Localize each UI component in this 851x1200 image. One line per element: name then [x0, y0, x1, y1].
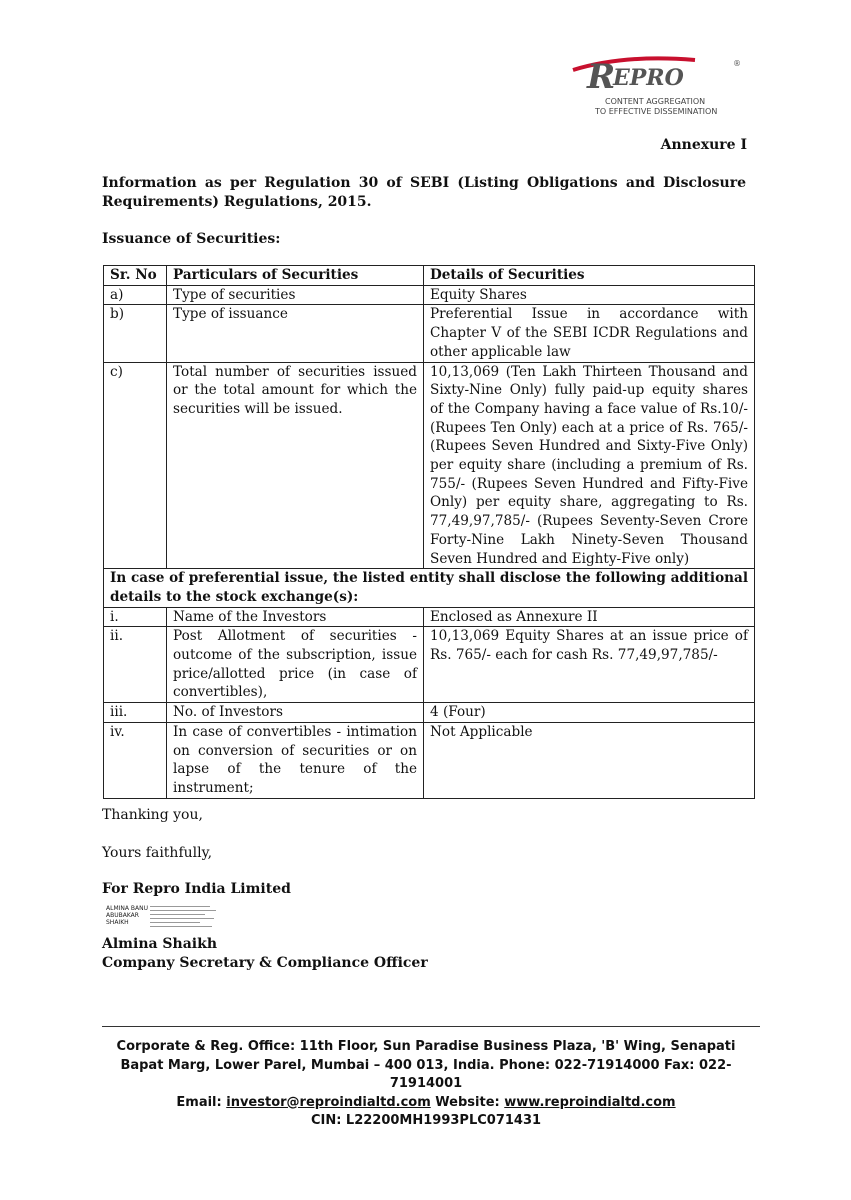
table-header-row: [104, 266, 755, 286]
row-detail: 4 (Four): [424, 703, 755, 723]
row-sr: ii.: [104, 627, 167, 703]
signatory-name: Almina Shaikh: [102, 936, 217, 952]
signatory-designation: Company Secretary & Compliance Officer: [102, 955, 428, 971]
digital-signature: [102, 902, 220, 934]
footer-divider: [102, 1026, 760, 1027]
row-particular: Type of issuance: [167, 305, 424, 362]
closing-thanks: Thanking you,: [102, 807, 203, 823]
annexure-label: Annexure I: [660, 137, 747, 153]
row-sr: b): [104, 305, 167, 362]
header-details: Details of Securities: [424, 266, 755, 286]
table-row: [104, 607, 755, 627]
row-particular: Type of securities: [167, 285, 424, 305]
logo-tagline-2: TO EFFECTIVE DISSEMINATION: [595, 107, 718, 116]
footer-address: Corporate & Reg. Office: 11th Floor, Sun Paradise Business Plaza, 'B' Wing, Senapati Bapat Marg, Lower Parel, Mumbai – 400 013, India. Phone: 022-71914000 Fax: 022-71914001: [116, 1039, 736, 1091]
table-row: [104, 627, 755, 703]
row-detail: Enclosed as Annexure II: [424, 607, 755, 627]
email-link[interactable]: investor@reproindialtd.com: [226, 1094, 431, 1110]
header-sr-no: Sr. No: [104, 266, 167, 286]
row-sr: a): [104, 285, 167, 305]
header-particulars: Particulars of Securities: [167, 266, 424, 286]
signature-text: ALMINA BANU ABUBAKAR SHAIKH: [106, 905, 148, 926]
logo-initial: R: [587, 57, 616, 97]
table-row: [104, 305, 755, 362]
row-detail: 10,13,069 (Ten Lakh Thirteen Thousand and Sixty-Nine Only) fully paid-up equity shares of the Company having a face value of Rs.10/- (Rupees Ten Only) each at a price of Rs. 765/- (Rupees Seven Hundred and Sixty-Five Only) per equity share (including a premium of Rs. 755/- (Rupees Seven Hundred and Fifty-Five Only) per equity share, aggregating to Rs. 77,49,97,785/- (Rupees Seventy-Seven Crore Forty-Nine Lakh Ninety-Seven Thousand Seven Hundred and Eighty-Five only): [424, 362, 755, 569]
table-row: [104, 722, 755, 798]
logo-brand: EPRO: [613, 65, 684, 91]
row-particular: No. of Investors: [167, 703, 424, 723]
preferential-note: In case of preferential issue, the listed entity shall disclose the following additional details to the stock exchange(s):: [104, 569, 755, 607]
row-sr: c): [104, 362, 167, 569]
row-detail: Preferential Issue in accordance with Chapter V of the SEBI ICDR Regulations and other applicable law: [424, 305, 755, 362]
row-detail: 10,13,069 Equity Shares at an issue price of Rs. 765/- each for cash Rs. 77,49,97,785/-: [424, 627, 755, 703]
securities-table: [103, 265, 755, 799]
footer-cin: CIN: L22200MH1993PLC071431: [310, 1113, 542, 1128]
row-sr: iii.: [104, 703, 167, 723]
footer-contact: [100, 1094, 752, 1113]
row-particular: Post Allotment of securities - outcome of the subscription, issue price/allotted price (in case of convertibles),: [167, 627, 424, 703]
closing-regards: Yours faithfully,: [102, 845, 213, 861]
website-link[interactable]: www.reproindialtd.com: [504, 1094, 676, 1110]
row-sr: i.: [104, 607, 167, 627]
row-detail: Not Applicable: [424, 722, 755, 798]
table-row: [104, 362, 755, 569]
row-sr: iv.: [104, 722, 167, 798]
section-title: Issuance of Securities:: [102, 231, 281, 247]
website-label: Website:: [435, 1094, 500, 1110]
row-particular: In case of convertibles - intimation on conversion of securities or on lapse of the tenure of the instrument;: [167, 722, 424, 798]
table-row: [104, 703, 755, 723]
table-row: [104, 285, 755, 305]
signature-details: [150, 906, 220, 930]
row-particular: Name of the Investors: [167, 607, 424, 627]
email-label: Email:: [176, 1094, 222, 1110]
preferential-note-row: [104, 569, 755, 607]
row-detail: Equity Shares: [424, 285, 755, 305]
logo-tagline-1: CONTENT AGGREGATION: [605, 97, 706, 106]
company-logo: [565, 52, 745, 118]
company-name: For Repro India Limited: [102, 881, 291, 897]
intro-heading: Information as per Regulation 30 of SEBI (Listing Obligations and Disclosure Requirements) Regulations, 2015.: [102, 175, 746, 210]
registered-mark: ®: [733, 59, 741, 68]
footer: [100, 1038, 752, 1131]
row-particular: Total number of securities issued or the total amount for which the securities will be issued.: [167, 362, 424, 569]
